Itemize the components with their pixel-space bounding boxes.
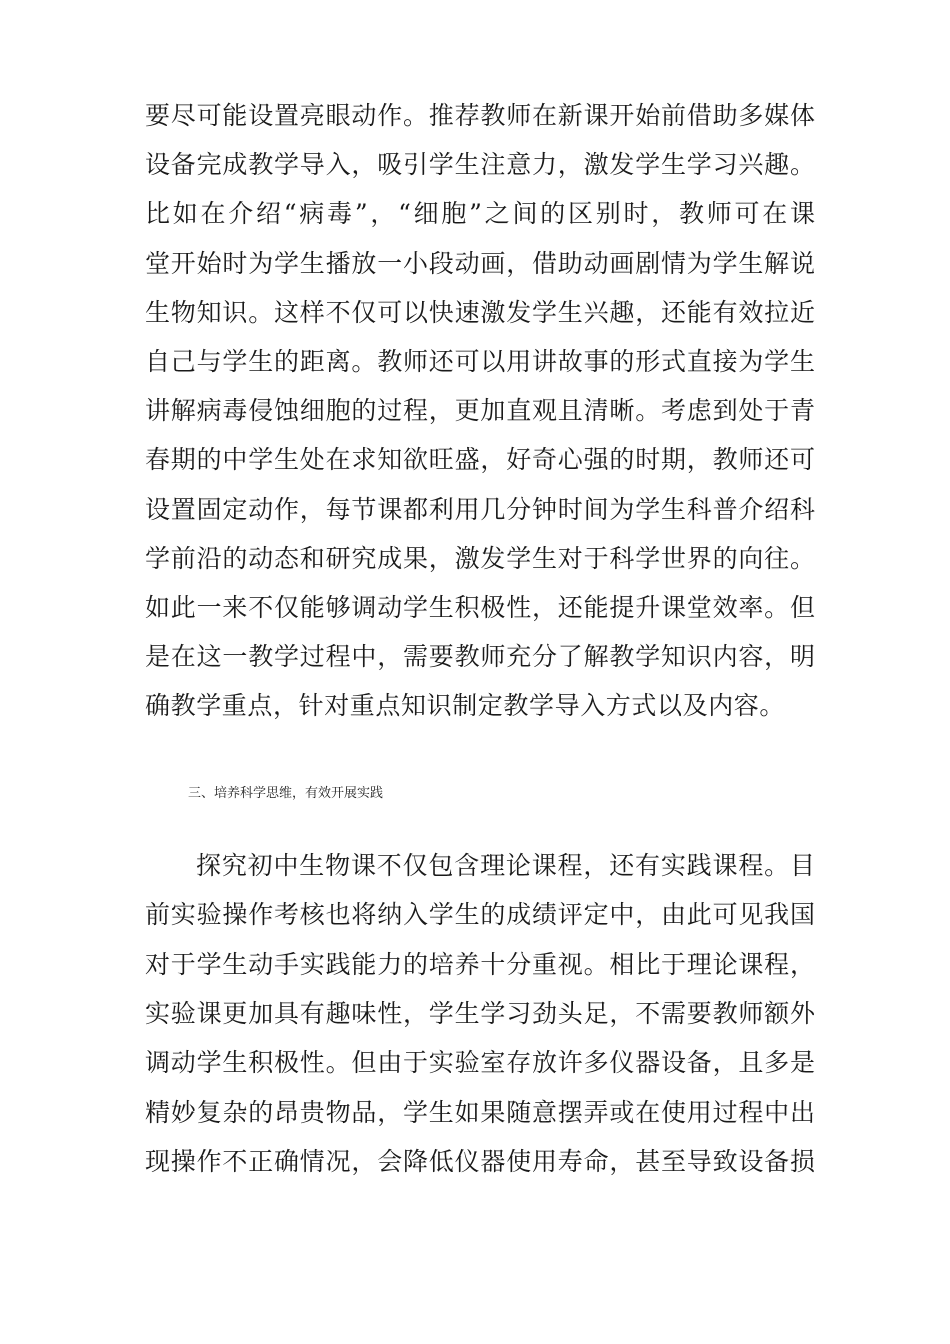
section-heading: 三、培养科学思维，有效开展实践 — [188, 786, 384, 801]
text-line: 对于学生动手实践能力的培养十分重视。相比于理论课程， — [145, 949, 815, 979]
text-line: 如此一来不仅能够调动学生积极性，还能提升课堂效率。但 — [145, 593, 815, 622]
text-line: 比如在介绍“病毒”，“细胞”之间的区别时，教师可在课 — [145, 199, 815, 229]
text-line: 设备完成教学导入，吸引学生注意力，激发学生学习兴趣。 — [145, 150, 815, 180]
text-line: 堂开始时为学生播放一小段动画，借助动画剧情为学生解说 — [145, 248, 815, 278]
text-line: 调动学生积极性。但由于实验室存放许多仪器设备，且多是 — [145, 1048, 815, 1078]
text-line: 学前沿的动态和研究成果，激发学生对于科学世界的向往。 — [145, 543, 815, 573]
text-line: 确教学重点，针对重点知识制定教学导入方式以及内容。 — [145, 691, 786, 721]
text-line: 设置固定动作，每节课都利用几分钟时间为学生科普介绍科 — [145, 494, 815, 524]
text-line: 春期的中学生处在求知欲旺盛，好奇心强的时期，教师还可 — [145, 445, 815, 475]
text-line: 自己与学生的距离。教师还可以用讲故事的形式直接为学生 — [145, 347, 815, 376]
text-line: 讲解病毒侵蚀细胞的过程，更加直观且清晰。考虑到处于青 — [145, 396, 815, 426]
text-line: 精妙复杂的昂贵物品，学生如果随意摆弄或在使用过程中出 — [145, 1097, 815, 1127]
text-line: 前实验操作考核也将纳入学生的成绩评定中，由此可见我国 — [145, 900, 815, 930]
text-line: 探究初中生物课不仅包含理论课程，还有实践课程。目 — [196, 851, 815, 880]
text-line: 生物知识。这样不仅可以快速激发学生兴趣，还能有效拉近 — [145, 297, 815, 327]
text-line: 是在这一教学过程中，需要教师充分了解教学知识内容，明 — [145, 642, 815, 672]
text-line: 现操作不正确情况，会降低仪器使用寿命，甚至导致设备损 — [145, 1146, 815, 1176]
text-line: 实验课更加具有趣味性，学生学习劲头足，不需要教师额外 — [145, 998, 815, 1028]
text-line: 要尽可能设置亮眼动作。推荐教师在新课开始前借助多媒体 — [145, 101, 815, 130]
